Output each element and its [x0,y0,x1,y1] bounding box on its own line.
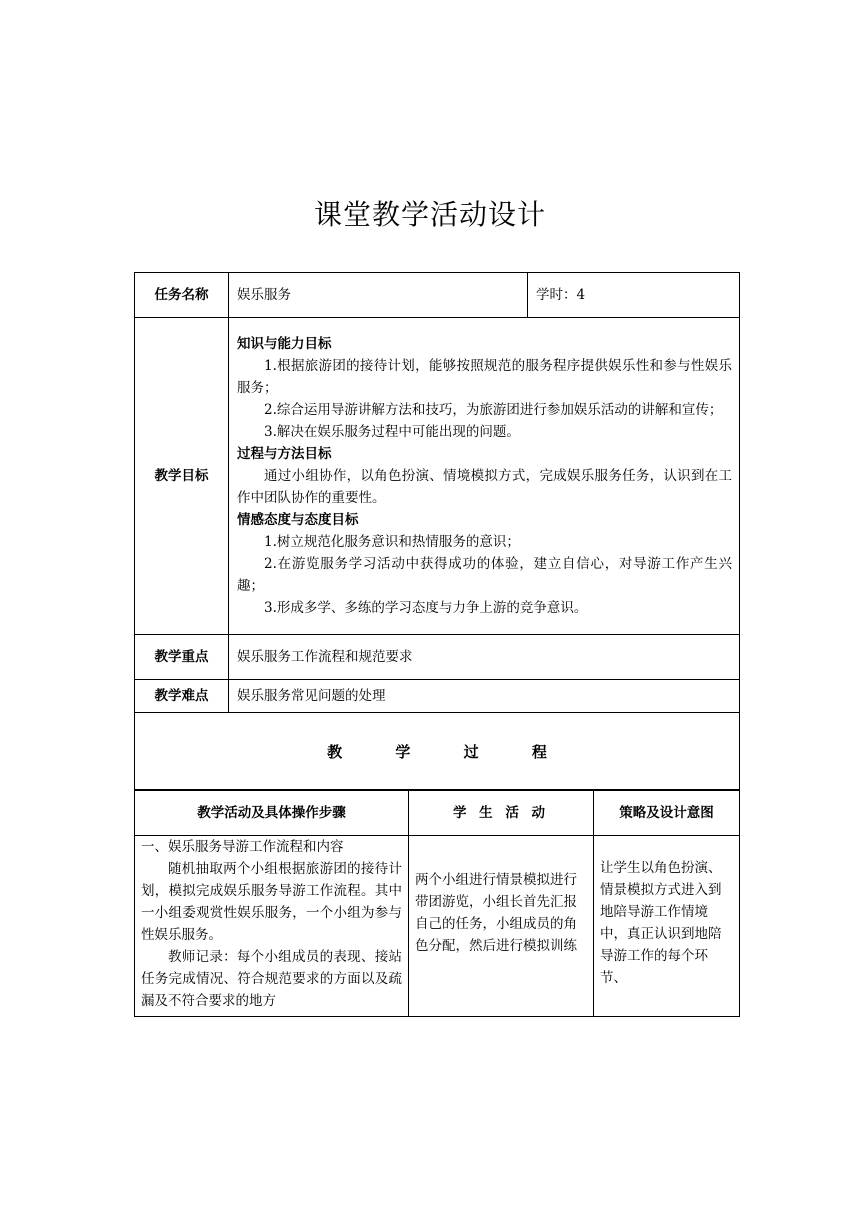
task-name-label: 任务名称 [135,273,229,318]
col-steps-header: 教学活动及具体操作步骤 [135,790,409,836]
emotion-item: 2.在游览服务学习活动中获得成功的体验，建立自信心，对导游工作产生兴趣； [237,555,732,594]
page-title: 课堂教学活动设计 [313,198,546,231]
student-activity-cell: 两个小组进行情景模拟进行带团游览，小组长首先汇报自己的任务，小组成员的角色分配，然后进行模拟训练 [409,836,594,1017]
emotion-heading: 情感态度与态度目标 [237,511,359,528]
col-strategy-header: 策略及设计意图 [594,790,740,836]
objectives-content [229,318,740,635]
info-table [134,272,740,791]
strategy-cell: 让学生以角色扮演、情景模拟方式进入到地陪导游工作情境中，真正认识到地陪导游工作的每个环节、 [594,836,740,1017]
process-section-title: 教 学 过 程 [135,713,740,791]
task-name-value: 娱乐服务 [229,273,528,318]
emotion-item: 3.形成多学、多练的学习态度与力争上游的竞争意识。 [264,599,588,616]
difficulty-value: 娱乐服务常见问题的处理 [229,680,740,713]
objectives-label: 教学目标 [135,318,229,635]
class-hours: 学时：4 [528,273,740,318]
steps-heading: 一、娱乐服务导游工作流程和内容 [141,839,344,855]
knowledge-item: 2.综合运用导游讲解方法和技巧，为旅游团进行参加娱乐活动的讲解和宣传； [264,401,723,418]
process-item: 通过小组协作，以角色扮演、情境模拟方式，完成娱乐服务任务，认识到在工作中团队协作的重要性。 [237,467,732,506]
col-student-header: 学 生 活 动 [409,790,594,836]
steps-para: 教师记录：每个小组成员的表现、接站任务完成情况、符合规范要求的方面以及疏漏及不符合要求的地方 [141,949,402,1009]
key-point-value: 娱乐服务工作流程和规范要求 [229,635,740,680]
process-table [134,789,740,1017]
steps-cell [135,836,409,1017]
knowledge-item: 1.根据旅游团的接待计划，能够按照规范的服务程序提供娱乐性和参与性娱乐服务； [237,357,732,396]
knowledge-heading: 知识与能力目标 [237,335,332,352]
difficulty-label: 教学难点 [135,680,229,713]
key-point-label: 教学重点 [135,635,229,680]
knowledge-item: 3.解决在娱乐服务过程中可能出现的问题。 [264,423,520,440]
process-heading: 过程与方法目标 [237,445,332,462]
steps-para: 随机抽取两个小组根据旅游团的接待计划，模拟完成娱乐服务导游工作流程。其中一小组委观赏性娱乐服务，一个小组为参与性娱乐服务。 [141,861,402,943]
emotion-item: 1.树立规范化服务意识和热情服务的意识； [264,533,520,550]
